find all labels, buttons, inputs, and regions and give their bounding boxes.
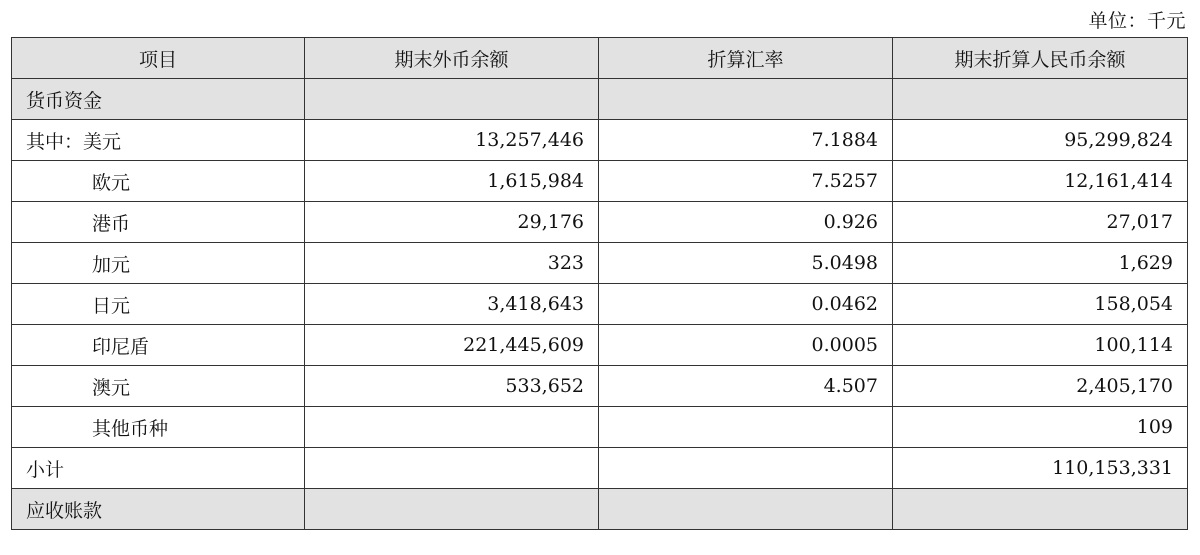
section-label-receivables: 应收账款 (12, 489, 305, 530)
row-label: 欧元 (12, 161, 305, 202)
rmb-balance-cell: 100,114 (893, 325, 1188, 366)
row-label: 印尼盾 (12, 325, 305, 366)
rmb-balance-cell: 12,161,414 (893, 161, 1188, 202)
table-row-eur (12, 161, 1188, 202)
foreign-balance-cell: 13,257,446 (305, 120, 599, 161)
rmb-balance-cell: 158,054 (893, 284, 1188, 325)
exchange-rate-cell: 5.0498 (599, 243, 893, 284)
empty-cell (893, 79, 1188, 120)
unit-label: 单位：千元 (1088, 10, 1186, 32)
empty-cell (305, 489, 599, 530)
section-row-receivables (12, 489, 1188, 530)
rmb-balance-cell: 109 (893, 407, 1188, 448)
header-rmb-balance: 期末折算人民币余额 (893, 38, 1188, 79)
rmb-balance-cell: 27,017 (893, 202, 1188, 243)
row-label: 港币 (12, 202, 305, 243)
rmb-balance-cell: 95,299,824 (893, 120, 1188, 161)
foreign-balance-cell: 1,615,984 (305, 161, 599, 202)
header-foreign-balance: 期末外币余额 (305, 38, 599, 79)
exchange-rate-cell (599, 407, 893, 448)
foreign-balance-cell: 323 (305, 243, 599, 284)
empty-cell (599, 489, 893, 530)
subtotal-row (12, 448, 1188, 489)
row-label: 日元 (12, 284, 305, 325)
table-row-other (12, 407, 1188, 448)
empty-cell (599, 79, 893, 120)
header-row (12, 38, 1188, 79)
table-row-cad (12, 243, 1188, 284)
empty-cell (893, 489, 1188, 530)
empty-cell (305, 79, 599, 120)
row-label: 其中：美元 (12, 120, 305, 161)
rmb-balance-cell: 1,629 (893, 243, 1188, 284)
table-row-aud (12, 366, 1188, 407)
exchange-rate-cell: 0.926 (599, 202, 893, 243)
exchange-rate-cell: 7.1884 (599, 120, 893, 161)
foreign-balance-cell: 3,418,643 (305, 284, 599, 325)
exchange-rate-cell: 7.5257 (599, 161, 893, 202)
currency-table (11, 37, 1188, 530)
table-row-idr (12, 325, 1188, 366)
table-row-jpy (12, 284, 1188, 325)
row-label: 澳元 (12, 366, 305, 407)
row-label: 其他币种 (12, 407, 305, 448)
exchange-rate-cell: 0.0005 (599, 325, 893, 366)
rmb-balance-cell: 2,405,170 (893, 366, 1188, 407)
table-row-hkd (12, 202, 1188, 243)
exchange-rate-cell: 4.507 (599, 366, 893, 407)
foreign-balance-cell: 29,176 (305, 202, 599, 243)
exchange-rate-cell: 0.0462 (599, 284, 893, 325)
header-item: 项目 (12, 38, 305, 79)
foreign-balance-cell: 221,445,609 (305, 325, 599, 366)
section-row-cash (12, 79, 1188, 120)
foreign-balance-cell (305, 448, 599, 489)
table-row-usd (12, 120, 1188, 161)
exchange-rate-cell (599, 448, 893, 489)
header-exchange-rate: 折算汇率 (599, 38, 893, 79)
row-label: 加元 (12, 243, 305, 284)
subtotal-label: 小计 (12, 448, 305, 489)
subtotal-rmb-cell: 110,153,331 (893, 448, 1188, 489)
foreign-balance-cell (305, 407, 599, 448)
section-label-cash: 货币资金 (12, 79, 305, 120)
foreign-balance-cell: 533,652 (305, 366, 599, 407)
